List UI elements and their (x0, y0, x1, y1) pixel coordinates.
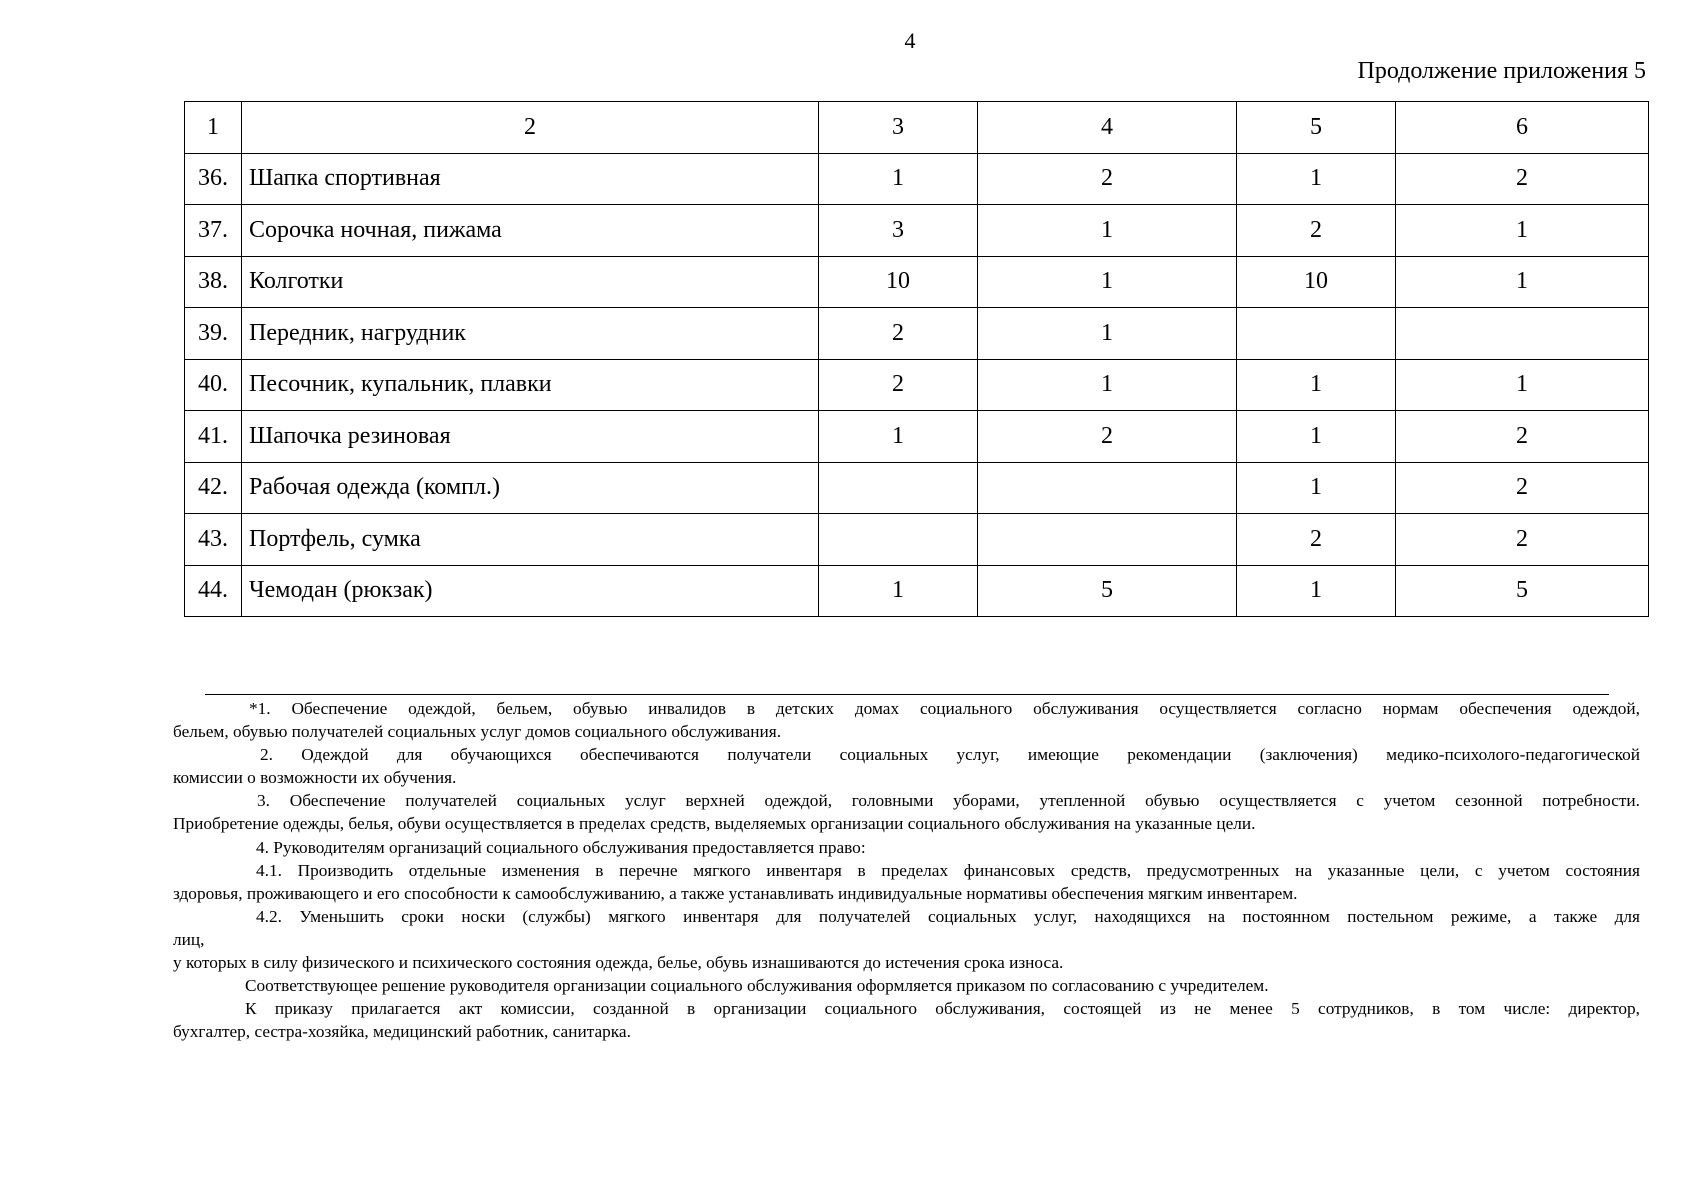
header-cell: 4 (978, 102, 1237, 154)
footnote-4: 4. Руководителям организаций социального обслуживания предоставляется право: (256, 837, 866, 857)
table-cell: 1 (1237, 462, 1396, 514)
footnotes (173, 697, 1640, 1043)
table-cell: 1 (978, 359, 1237, 411)
footnote-1-line-2: бельем, обувью получателей социальных услуг домов социального обслуживания. (173, 722, 782, 742)
table-cell: 2 (1396, 514, 1649, 566)
row-number: 43. (185, 514, 242, 566)
table-row (185, 256, 1649, 308)
table-cell: 1 (1396, 205, 1649, 257)
footnote-2-line-1: 2. Одеждой для обучающихся обеспечиваются получатели социальных услуг, имеющие рекомендации (заключения) медико-психолого-педагогической (260, 745, 1640, 765)
table-cell: 1 (1237, 359, 1396, 411)
table-cell: 1 (1237, 411, 1396, 463)
table-cell (819, 462, 978, 514)
row-number: 41. (185, 411, 242, 463)
footnote-act-line-1: К приказу прилагается акт комиссии, созданной в организации социального обслуживания, состоящей из не менее 5 сотрудников, в том числе: директор, (245, 999, 1640, 1019)
table-cell (1237, 308, 1396, 360)
table-cell (978, 514, 1237, 566)
table-row (185, 411, 1649, 463)
table-cell: 1 (1237, 565, 1396, 617)
table-cell: 2 (1237, 514, 1396, 566)
table-cell: 1 (978, 205, 1237, 257)
header-cell: 3 (819, 102, 978, 154)
table-cell: 5 (1396, 565, 1649, 617)
continuation-title: Продолжение приложения 5 (1357, 58, 1646, 84)
row-number: 38. (185, 256, 242, 308)
footnote-separator (205, 694, 1609, 695)
table-cell: 2 (1396, 153, 1649, 205)
table-row (185, 462, 1649, 514)
table-cell: 1 (819, 153, 978, 205)
table-cell: 5 (978, 565, 1237, 617)
page-number: 4 (904, 28, 916, 53)
table-cell: 1 (1237, 153, 1396, 205)
footnote-3-line-1: 3. Обеспечение получателей социальных услуг верхней одеждой, головными уборами, утепленной обувью осуществляется с учетом сезонной потребности. (257, 791, 1640, 811)
header-cell: 1 (185, 102, 242, 154)
item-name: Колготки (242, 256, 819, 308)
table-cell: 2 (819, 359, 978, 411)
table-row (185, 308, 1649, 360)
footnote-4-2-line-1: 4.2. Уменьшить сроки носки (службы) мягкого инвентаря для получателей социальных услуг, находящихся на постоянном постельном режиме, а также для (256, 906, 1640, 926)
table-cell: 1 (1396, 359, 1649, 411)
table-row (185, 205, 1649, 257)
footnote-decision: Соответствующее решение руководителя организации социального обслуживания оформляется приказом по согласованию с учредителем. (245, 976, 1269, 996)
table-row (185, 565, 1649, 617)
item-name: Шапочка резиновая (242, 411, 819, 463)
row-number: 42. (185, 462, 242, 514)
item-name: Песочник, купальник, плавки (242, 359, 819, 411)
table-cell: 1 (978, 256, 1237, 308)
table-row (185, 514, 1649, 566)
item-name: Портфель, сумка (242, 514, 819, 566)
item-name: Рабочая одежда (компл.) (242, 462, 819, 514)
footnote-3-line-2: Приобретение одежды, белья, обуви осуществляется в пределах средств, выделяемых организации социального обслуживания на указанные цели. (173, 814, 1256, 834)
table-row (185, 153, 1649, 205)
table-cell: 2 (1396, 462, 1649, 514)
table-cell: 2 (978, 411, 1237, 463)
table-cell (1396, 308, 1649, 360)
header-cell: 6 (1396, 102, 1649, 154)
table-cell (819, 514, 978, 566)
row-number: 37. (185, 205, 242, 257)
table-cell (978, 462, 1237, 514)
footnote-2-line-2: комиссии о возможности их обучения. (173, 768, 457, 788)
table-cell: 1 (819, 565, 978, 617)
table-header-row (185, 102, 1649, 154)
row-number: 39. (185, 308, 242, 360)
item-name: Чемодан (рюкзак) (242, 565, 819, 617)
footnote-4-2-line-2: лиц, (173, 929, 205, 949)
table-cell: 10 (1237, 256, 1396, 308)
footnote-1-line-1: *1. Обеспечение одеждой, бельем, обувью инвалидов в детских домах социального обслуживания осуществляется согласно нормам обеспечения одеждой, (249, 699, 1640, 718)
row-number: 44. (185, 565, 242, 617)
footnote-4-1-line-2: здоровья, проживающего и его способности к самообслуживанию, а также устанавливать индивидуальные нормативы обеспечения мягким инвентарем. (173, 883, 1298, 903)
header-cell: 2 (242, 102, 819, 154)
footnote-act-line-2: бухгалтер, сестра-хозяйка, медицинский работник, санитарка. (173, 1022, 631, 1042)
item-name: Передник, нагрудник (242, 308, 819, 360)
table-cell: 2 (819, 308, 978, 360)
table-cell: 2 (1396, 411, 1649, 463)
table-row (185, 359, 1649, 411)
table-cell: 1 (1396, 256, 1649, 308)
table-cell: 2 (1237, 205, 1396, 257)
table-cell: 3 (819, 205, 978, 257)
item-name: Шапка спортивная (242, 153, 819, 205)
row-number: 40. (185, 359, 242, 411)
norms-table (184, 101, 1649, 617)
table-cell: 2 (978, 153, 1237, 205)
table-cell: 10 (819, 256, 978, 308)
item-name: Сорочка ночная, пижама (242, 205, 819, 257)
footnote-4-1-line-1: 4.1. Производить отдельные изменения в перечне мягкого инвентаря в пределах финансовых средств, предусмотренных на указанные цели, с учетом состояния (256, 860, 1640, 880)
footnote-4-2-line-3: у которых в силу физического и психического состояния одежда, белье, обувь изнашиваются до истечения срока износа. (173, 953, 1064, 973)
table-cell: 1 (819, 411, 978, 463)
table-cell: 1 (978, 308, 1237, 360)
header-cell: 5 (1237, 102, 1396, 154)
row-number: 36. (185, 153, 242, 205)
